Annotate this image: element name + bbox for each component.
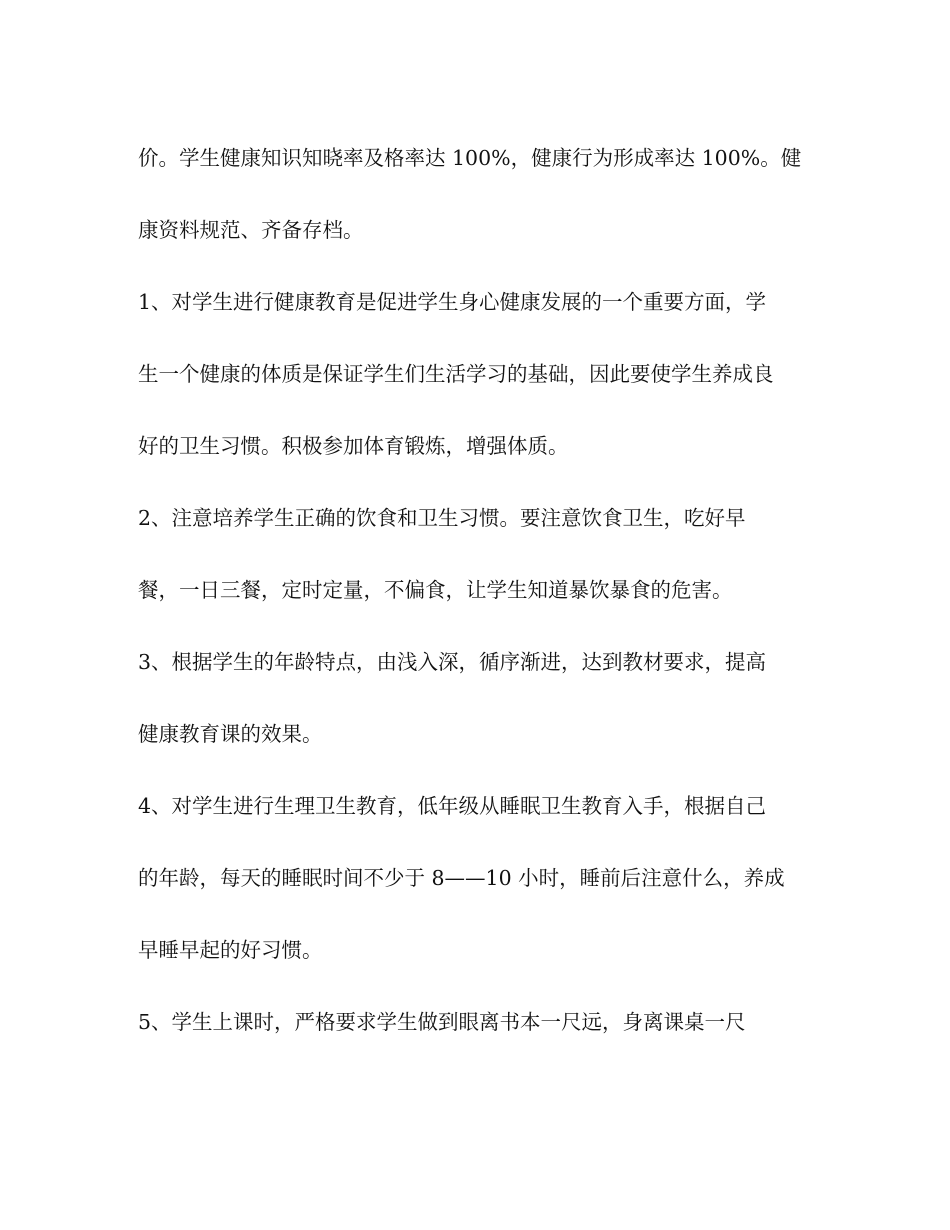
text-line: 健康教育课的效果。: [138, 722, 323, 746]
text-line: 价。学生健康知识知晓率及格率达 100%，健康行为形成率达 100%。健: [138, 146, 802, 170]
paragraph-2-line: 2、注意培养学生正确的饮食和卫生习惯。要注意饮食卫生，吃好早: [138, 506, 746, 530]
paragraph-4-line: 4、对学生进行生理卫生教育，低年级从睡眠卫生教育入手，根据自己: [138, 794, 767, 818]
text-line: 早睡早起的好习惯。: [138, 938, 323, 962]
text-line: 的年龄，每天的睡眠时间不少于 8——10 小时，睡前后注意什么，养成: [138, 866, 785, 890]
paragraph-1-line: 1、对学生进行健康教育是促进学生身心健康发展的一个重要方面，学: [138, 290, 767, 314]
paragraph-3-line: 3、根据学生的年龄特点，由浅入深，循序渐进，达到教材要求，提高: [138, 650, 767, 674]
text-line: 餐，一日三餐，定时定量，不偏食，让学生知道暴饮暴食的危害。: [138, 578, 733, 602]
text-line: 康资料规范、齐备存档。: [138, 218, 364, 242]
paragraph-5-line: 5、学生上课时，严格要求学生做到眼离书本一尺远，身离课桌一尺: [138, 1010, 746, 1034]
text-line: 生一个健康的体质是保证学生们生活学习的基础，因此要使学生养成良: [138, 362, 774, 386]
text-line: 好的卫生习惯。积极参加体育锻炼，增强体质。: [138, 434, 569, 458]
